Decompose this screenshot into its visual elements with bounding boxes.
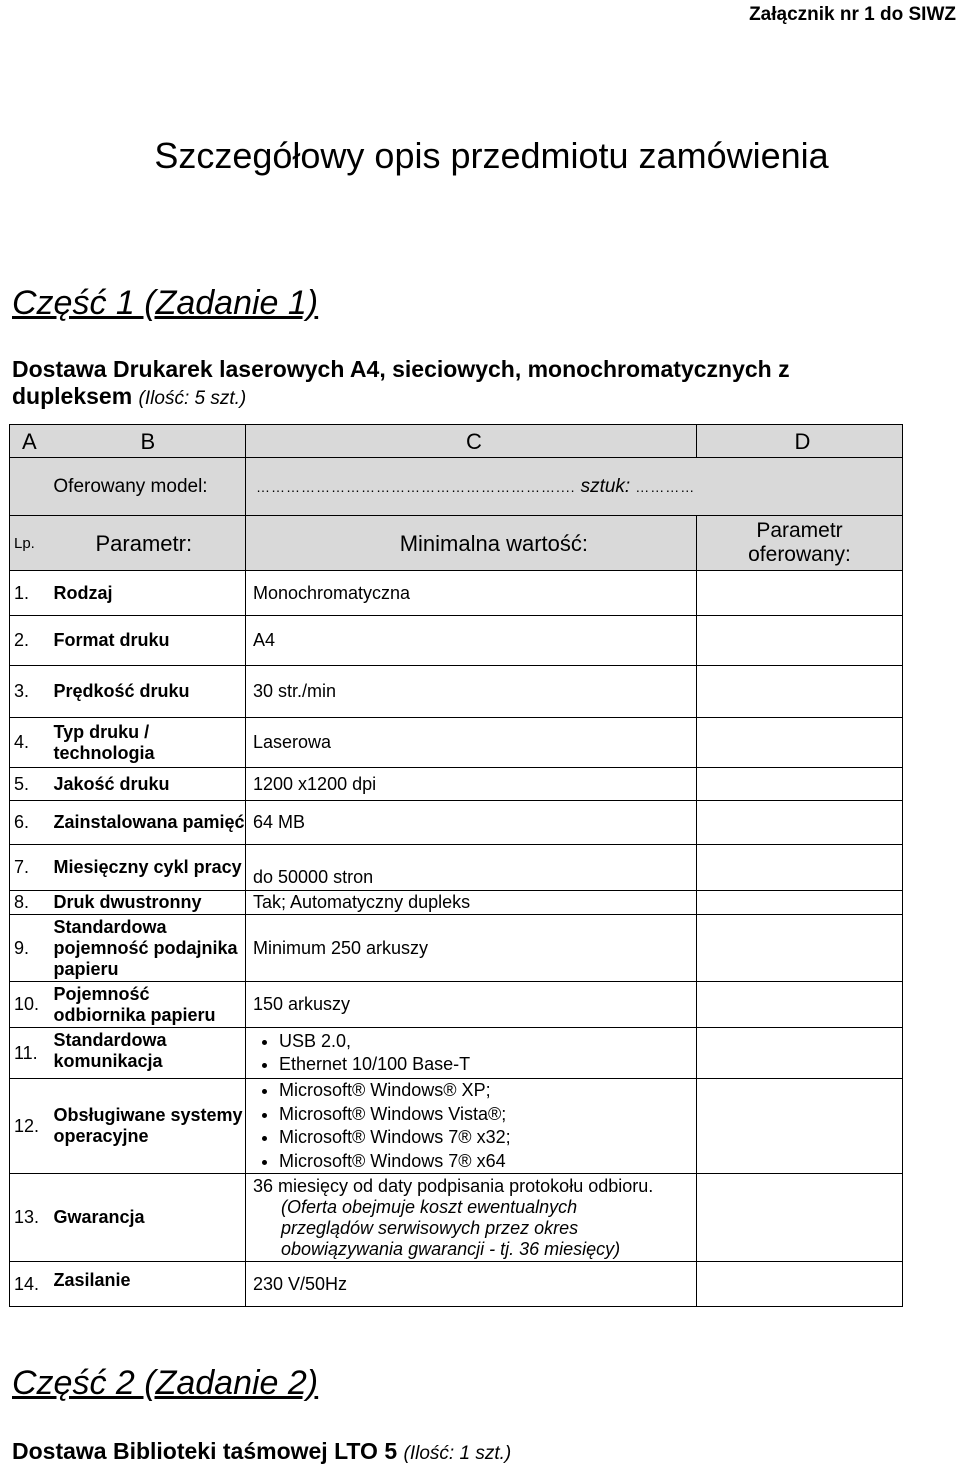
table-row: [10, 718, 903, 768]
row-number: 5.: [10, 768, 52, 801]
table-row: [10, 891, 903, 915]
part2-quantity: (Ilość: 1 szt.): [403, 1443, 512, 1464]
row-min-value: A4: [246, 616, 697, 666]
row-param: Rodzaj: [52, 571, 246, 616]
part1-description-text: Dostawa Drukarek laserowych A4, sieciowych, monochromatycznych z dupleksem: [12, 356, 790, 409]
list-item: • Microsoft® Windows 7® x64: [279, 1150, 696, 1174]
row-min-value: 1200 x1200 dpi: [246, 768, 697, 801]
row-min-value: Minimum 250 arkuszy: [246, 915, 697, 982]
row-offered-value[interactable]: [697, 891, 903, 915]
part2-description-text: Dostawa Biblioteki taśmowej LTO 5: [12, 1438, 398, 1464]
row-min-value: [246, 1079, 697, 1174]
os-list: [253, 1079, 696, 1173]
table-row: [10, 1079, 903, 1174]
header-row: [10, 516, 903, 571]
table-row: [10, 616, 903, 666]
row-param: Prędkość druku: [52, 666, 246, 718]
row-offered-value[interactable]: [697, 982, 903, 1028]
row-min-value: [246, 1028, 697, 1079]
row-offered-value[interactable]: [697, 1262, 903, 1307]
row-param: Jakość druku: [52, 768, 246, 801]
warranty-note: (Oferta obejmuje koszt ewentualnych przeglądów serwisowych przez okres obowiązywania gwarancji - tj. 36 miesięcy): [281, 1197, 621, 1259]
row-param: Pojemność odbiornika papieru: [52, 982, 246, 1028]
table-row: [10, 982, 903, 1028]
table-row: [10, 1174, 903, 1262]
row-param: Zainstalowana pamięć: [52, 801, 246, 845]
row-param: Zasilanie: [52, 1262, 246, 1307]
row-param: Typ druku / technologia: [52, 718, 246, 768]
list-item: • USB 2.0,: [279, 1030, 696, 1054]
row-number: 1.: [10, 571, 52, 616]
row-number: 4.: [10, 718, 52, 768]
row-number: 8.: [10, 891, 52, 915]
col-b-label: B: [140, 428, 156, 454]
row-number: 7.: [10, 845, 52, 891]
table-row: [10, 768, 903, 801]
column-letters-row: [10, 425, 903, 458]
row-offered-value[interactable]: [697, 801, 903, 845]
model-dots: ……………………………………………………....: [256, 478, 576, 495]
lp-header: Lp.: [10, 516, 52, 571]
column-letter-d: D: [697, 425, 903, 458]
row-min-value: Monochromatyczna: [246, 571, 697, 616]
row-min-value: [246, 1174, 697, 1262]
row-number: 10.: [10, 982, 52, 1028]
row-min-value: do 50000 stron: [246, 845, 697, 891]
sztuk-label: sztuk:: [580, 475, 631, 497]
row-number: 14.: [10, 1262, 52, 1307]
annex-label: Załącznik nr 1 do SIWZ: [749, 4, 956, 25]
row-param: Obsługiwane systemy operacyjne: [52, 1079, 246, 1174]
communication-list: [253, 1030, 696, 1077]
part2-description: [12, 1438, 511, 1465]
row-offered-value[interactable]: [697, 1079, 903, 1174]
list-item: • Microsoft® Windows 7® x32;: [279, 1126, 696, 1150]
column-letter-c: C: [246, 425, 697, 458]
row-min-value: 30 str./min: [246, 666, 697, 718]
row-offered-value[interactable]: [697, 571, 903, 616]
model-row: [10, 458, 903, 516]
row-min-value: 64 MB: [246, 801, 697, 845]
part1-heading: Część 1 (Zadanie 1): [12, 284, 319, 322]
row-number: 12.: [10, 1079, 52, 1174]
table-row: [10, 1262, 903, 1307]
min-value-header: Minimalna wartość:: [246, 516, 697, 571]
row-min-value: Tak; Automatyczny dupleks: [246, 891, 697, 915]
column-letter-a: [10, 425, 246, 458]
row-number: 13.: [10, 1174, 52, 1262]
row-number: 9.: [10, 915, 52, 982]
spec-table: [9, 424, 903, 1307]
table-row: [10, 845, 903, 891]
col-a-label: A: [22, 428, 37, 454]
model-label: Oferowany model:: [10, 458, 246, 516]
row-min-value: 230 V/50Hz: [246, 1262, 697, 1307]
row-min-value: Laserowa: [246, 718, 697, 768]
part2-heading: Część 2 (Zadanie 2): [12, 1364, 319, 1402]
row-min-value: 150 arkuszy: [246, 982, 697, 1028]
sztuk-dots: …………: [635, 478, 696, 495]
row-param: Standardowa komunikacja: [52, 1028, 246, 1079]
param-header: Parametr:: [52, 516, 246, 571]
table-row: [10, 915, 903, 982]
row-offered-value[interactable]: [697, 845, 903, 891]
row-offered-value[interactable]: [697, 718, 903, 768]
row-param: Format druku: [52, 616, 246, 666]
model-value: [246, 458, 903, 516]
table-row: [10, 571, 903, 616]
part1-description: [12, 356, 912, 412]
row-offered-value[interactable]: [697, 666, 903, 718]
list-item: • Microsoft® Windows Vista®;: [279, 1103, 696, 1127]
row-offered-value[interactable]: [697, 1028, 903, 1079]
row-offered-value[interactable]: [697, 768, 903, 801]
part1-quantity: (Ilość: 5 szt.): [138, 388, 247, 409]
row-offered-value[interactable]: [697, 1174, 903, 1262]
list-item: • Microsoft® Windows® XP;: [279, 1079, 696, 1103]
row-number: 6.: [10, 801, 52, 845]
table-row: [10, 801, 903, 845]
row-param: Druk dwustronny: [52, 891, 246, 915]
row-offered-value[interactable]: [697, 616, 903, 666]
document-title: Szczegółowy opis przedmiotu zamówienia: [154, 135, 829, 176]
row-number: 11.: [10, 1028, 52, 1079]
row-number: 3.: [10, 666, 52, 718]
table-row: [10, 1028, 903, 1079]
row-param: Miesięczny cykl pracy: [52, 845, 246, 891]
list-item: • Ethernet 10/100 Base-T: [279, 1053, 696, 1077]
row-number: 2.: [10, 616, 52, 666]
table-row: [10, 666, 903, 718]
row-param: Gwarancja: [52, 1174, 246, 1262]
warranty-text: 36 miesięcy od daty podpisania protokołu odbioru.: [253, 1176, 654, 1196]
row-offered-value[interactable]: [697, 915, 903, 982]
row-param: Standardowa pojemność podajnika papieru: [52, 915, 246, 982]
offered-header: Parametr oferowany:: [697, 516, 903, 571]
